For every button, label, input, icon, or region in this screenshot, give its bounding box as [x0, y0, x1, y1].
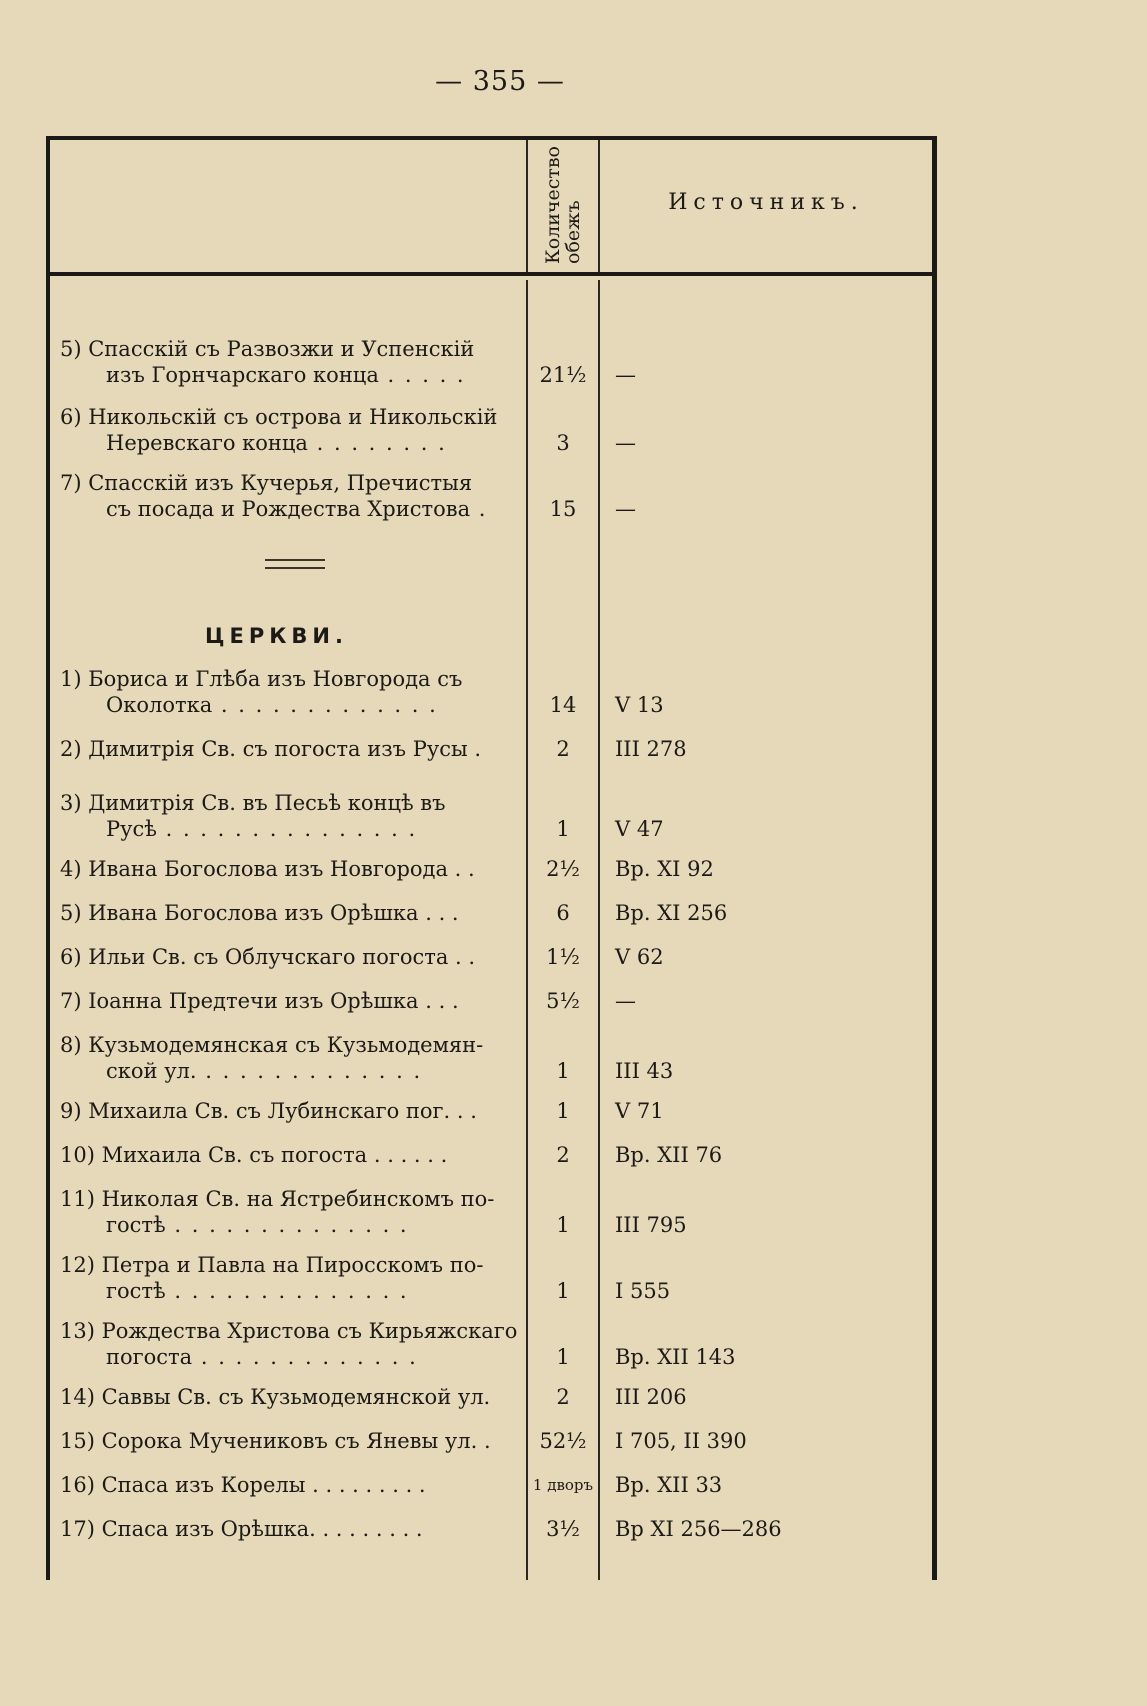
quantity-cell: 2 [556, 1143, 570, 1167]
entry-name-line2 [60, 1344, 522, 1370]
entry-name-line2-text: изъ Горнчарскаго конца [106, 363, 379, 387]
dot-leader: . . . . . [378, 363, 466, 387]
quantity-cell: 52½ [539, 1429, 587, 1453]
table-top-border [46, 136, 936, 140]
dot-leader: . . . . . . . . . . . . . . [165, 1213, 409, 1237]
quantity-cell: 2½ [546, 857, 580, 881]
quantity-cell: 1½ [546, 945, 580, 969]
source-cell: — [615, 497, 636, 521]
entry-name-line2-text: Околотка [106, 693, 213, 717]
quantity-header-line2: обежъ [562, 200, 585, 264]
entry-name [60, 944, 522, 970]
entry-name [60, 736, 522, 762]
entry-name-line1: 5) Ивана Богослова изъ Орѣшка . . . [60, 901, 459, 925]
entry-name-line2-text: гостѣ [106, 1213, 166, 1237]
entry-name [60, 1142, 522, 1168]
entry-name [60, 666, 522, 718]
entry-name-line1: 8) Кузьмодемянская съ Кузьмодемян- [60, 1033, 484, 1057]
entry-name-line2 [60, 1278, 522, 1304]
table-left-border [46, 136, 50, 1580]
entry-name-line2-text: Русѣ [106, 817, 157, 841]
quantity-cell: 1 [556, 1345, 570, 1369]
entry-name-line2-text: гостѣ [106, 1279, 166, 1303]
entry-name [60, 1032, 522, 1084]
entry-name [60, 1186, 522, 1238]
entry-name [60, 1318, 522, 1370]
entry-name-line2-text: погоста [106, 1345, 193, 1369]
source-cell: Вр XI 256—286 [615, 1517, 782, 1541]
section-divider [265, 559, 325, 569]
dot-leader: . . . . . . . . . . . . . . [165, 1279, 409, 1303]
quantity-cell: 1 [556, 1059, 570, 1083]
dot-leader: . [470, 497, 488, 521]
source-cell: — [615, 989, 636, 1013]
source-cell: I 705, II 390 [615, 1429, 747, 1453]
entry-name-line1: 3) Димитрія Св. въ Песьѣ концѣ въ [60, 791, 446, 815]
entry-name-line1: 5) Спасскій съ Развозжи и Успенскій [60, 337, 475, 361]
entry-name-line1: 4) Ивана Богослова изъ Новгорода . . [60, 857, 475, 881]
dot-leader: . . . . . . . . . . . . . [196, 1059, 423, 1083]
source-cell: Вр. XI 256 [615, 901, 728, 925]
entry-name-line1: 10) Михаила Св. съ погоста . . . . . . [60, 1143, 448, 1167]
dot-leader: . . . . . . . . . . . . . . . [156, 817, 418, 841]
entry-name-line1: 6) Никольскій съ острова и Никольскій [60, 405, 498, 429]
entry-name [60, 470, 522, 522]
source-cell: — [615, 363, 636, 387]
entry-name-line2 [60, 1058, 522, 1084]
quantity-cell: 3 [556, 431, 570, 455]
source-cell: III 43 [615, 1059, 674, 1083]
source-cell: Вр. XII 143 [615, 1345, 736, 1369]
dot-leader: . . . . . . . . . . . . . [212, 693, 438, 717]
entry-name-line1: 1) Бориса и Глѣба изъ Новгорода съ [60, 667, 463, 691]
entry-name [60, 1252, 522, 1304]
entry-name-line1: 7) Іоанна Предтечи изъ Орѣшка . . . [60, 989, 459, 1013]
entry-name [60, 1428, 522, 1454]
entry-name-line1: 9) Михаила Св. съ Лубинскаго пог. . . [60, 1099, 477, 1123]
source-cell: I 555 [615, 1279, 671, 1303]
entry-name [60, 856, 522, 882]
entry-name-line2 [60, 692, 522, 718]
entry-name [60, 1384, 522, 1410]
quantity-cell: 15 [549, 497, 577, 521]
entry-name [60, 988, 522, 1014]
source-cell: — [615, 431, 636, 455]
quantity-cell: 1 дворъ [532, 1476, 594, 1494]
entry-name [60, 790, 522, 842]
entry-name-line1: 11) Николая Св. на Ястребинскомъ по- [60, 1187, 495, 1211]
quantity-cell: 2 [556, 737, 570, 761]
quantity-cell: 1 [556, 1213, 570, 1237]
entry-name [60, 336, 522, 388]
entry-name-line1: 2) Димитрія Св. съ погоста изъ Русы . [60, 737, 482, 761]
dot-leader: . . . . . . . . . . . . . [192, 1345, 418, 1369]
source-cell: V 47 [615, 817, 664, 841]
entry-name-line2 [60, 430, 522, 456]
section-title: ЦЕРКВИ. [205, 624, 348, 648]
source-column-header: Источникъ. [668, 190, 864, 215]
entry-name-line1: 13) Рождества Христова съ Кирьяжскаго [60, 1319, 518, 1343]
quantity-cell: 3½ [546, 1517, 580, 1541]
source-cell: Вр. XII 76 [615, 1143, 723, 1167]
quantity-column-header [528, 140, 598, 270]
header-rule [46, 272, 936, 276]
entry-name [60, 404, 522, 456]
entry-name-line1: 14) Саввы Св. съ Кузьмодемянской ул. [60, 1385, 491, 1409]
source-cell: V 13 [615, 693, 664, 717]
entry-name-line2-text: ской ул. [106, 1059, 197, 1083]
source-cell: Вр. XII 33 [615, 1473, 723, 1497]
entry-name [60, 900, 522, 926]
entry-name-line2 [60, 1212, 522, 1238]
entry-name-line1: 7) Спасскій изъ Кучерья, Пречистыя [60, 471, 473, 495]
entry-name [60, 1472, 522, 1498]
source-cell: V 62 [615, 945, 664, 969]
quantity-cell: 1 [556, 817, 570, 841]
source-cell: III 278 [615, 737, 687, 761]
page-number: — 355 — [435, 66, 565, 97]
quantity-cell: 14 [549, 693, 577, 717]
entry-name [60, 1098, 522, 1124]
entry-name-line2 [60, 362, 522, 388]
entry-name [60, 1516, 522, 1542]
dot-leader: . . . . . . . . [307, 431, 447, 455]
entry-name-line1: 6) Ильи Св. съ Облучскаго погоста . . [60, 945, 476, 969]
quantity-cell: 2 [556, 1385, 570, 1409]
entry-name-line1: 12) Петра и Павла на Пиросскомъ по- [60, 1253, 484, 1277]
table-right-border [932, 136, 937, 1580]
quantity-cell: 21½ [539, 363, 587, 387]
quantity-cell: 5½ [546, 989, 580, 1013]
entry-name-line1: 16) Спаса изъ Корелы . . . . . . . . . [60, 1473, 426, 1497]
source-cell: III 795 [615, 1213, 687, 1237]
entry-name-line2 [60, 816, 522, 842]
source-cell: III 206 [615, 1385, 687, 1409]
entry-name-line1: 15) Сорока Мучениковъ съ Яневы ул. . [60, 1429, 491, 1453]
quantity-cell: 1 [556, 1099, 570, 1123]
source-cell: V 71 [615, 1099, 664, 1123]
quantity-cell: 6 [556, 901, 570, 925]
entry-name-line2 [60, 496, 522, 522]
entry-name-line2-text: Неревскаго конца [106, 431, 308, 455]
quantity-header-line1: Количество [542, 146, 565, 264]
column-divider [598, 280, 600, 1580]
quantity-cell: 1 [556, 1279, 570, 1303]
source-cell: Вр. XI 92 [615, 857, 714, 881]
entry-name-line2-text: съ посада и Рождества Христова [106, 497, 471, 521]
entry-name-line1: 17) Спаса изъ Орѣшка. . . . . . . . . [60, 1517, 423, 1541]
